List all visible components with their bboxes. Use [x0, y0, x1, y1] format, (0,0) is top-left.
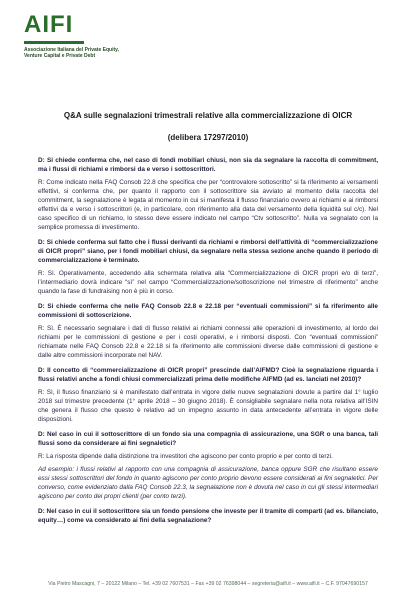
title-subtitle: (delibera 17297/2010) [167, 133, 249, 142]
organization-name-line-2: Venture Capital e Private Debt [24, 53, 96, 60]
qa-item [38, 156, 378, 232]
answer: R: Sì. È necessario segnalare i dati di flusso relativi ai richiami connessi alle operazioni di investimento, al lordo dei richiami per le commissioni di gestione e per i costi operativi, e i rimborsi disposti. Con “eventuali commissioni” richiamate nelle FAQ Consob 22.8 e 22.18 si fa riferimento alle commissioni diverse dalle commissioni di gestione e dalle altre commissioni incorporate nel NAV. [38, 325, 378, 359]
document-title [20, 110, 396, 144]
organization-name [24, 47, 144, 59]
answer: R: La risposta dipende dalla distinzione tra investitori che agiscono per conto proprio e per conto di terzi. [38, 453, 333, 460]
organization-name-line-1: Associazione Italiana del Private Equity, [24, 47, 119, 53]
question: D: Si chiede conferma sul fatto che i flussi derivanti da richiami e rimborsi dell’attività di “commercializzazione di OICR propri” siano, per i fondi mobiliari chiusi, da segnalare nella stessa sezione anche quando il periodo di commercializzazione è terminato. [38, 239, 378, 264]
answer: R: Sì. Operativamente, accedendo alla schermata relativa alla “Commercializzazione di OICR propri e/o di terzi”, l’intermediario dovrà indicare “sì” nel campo “Commercializzazione/sottoscrizione nel trimestre di riferimento” anche quando la fase di fundraising non è più in corso. [38, 270, 378, 295]
qa-item [38, 302, 378, 360]
question: D: Si chiede conferma che nelle FAQ Consob 22.8 e 22.18 per “eventuali commissioni” si fa riferimento alle commissioni di sottoscrizione. [38, 303, 378, 319]
page-footer: Via Pietro Mascagni, 7 – 20122 Milano – Tel. +39 02 7607531 – Fax +39 02 76398044 – segreteria@aifi.it – www.aifi.it – C.F. 97047690157 [48, 581, 368, 587]
title-main: Q&A sulle segnalazioni trimestrali relative alla commercializzazione di OICR [63, 111, 353, 120]
question: D: Nel caso in cui il sottoscrittore di un fondo sia una compagnia di assicurazione, una SGR o una banca, tali flussi sono da considerare ai fini segnaletici? [38, 431, 378, 447]
answer: R: Sì, il flusso finanziario si è manifestato dall’entrata in vigore delle nuove segnalazioni dovute a partire dal 1° luglio 2018 sul trimestre precedente (1° aprile 2018 – 30 giugno 2018). È consigliabile segnalare nella nota relativa all’ISIN che genera il flusso che questo è relativo ad un impegno assunto in data antecedente all’entrata in vigore delle disposizioni. [38, 389, 378, 423]
qa-item [38, 430, 378, 501]
logo-wordmark: AIFI [24, 11, 74, 38]
question: D: Il concetto di “commercializzazione di OICR propri” prescinde dall’AIFMD? Cioè la segnalazione riguarda i flussi relativi anche a fondi chiusi commercializzati prima delle modifiche AIFMD (ad es. lanciati nel 2010)? [38, 367, 378, 383]
qa-item [38, 238, 378, 296]
answer: R: Come indicato nella FAQ Consob 22.8 che specifica che per “controvalore sottoscritto” si fa riferimento ai versamenti effettivi, si conferma che, per quanto il rapporto con il sottoscrittore sia avviato al momento della raccolta del commitment, la segnalazione è legata al momento in cui si manifesta il flusso finanziario ovvero ai richiami e ai rimborsi effettivi da e verso i sottoscrittori (e, in particolare, con riferimento alla data del versamento della liquidità sul c/c). Nel caso specifico di un richiamo, lo stesso deve essere indicato nel campo “Ctv sottoscritto”. Nulla va segnalato con la semplice promessa di investimento. [38, 179, 378, 231]
logo-underline [24, 41, 84, 44]
qa-item [38, 507, 378, 525]
qa-item [38, 366, 378, 424]
question: D: Si chiede conferma che, nel caso di fondi mobiliari chiusi, non sia da segnalare la raccolta di commitment, ma i flussi di richiami e rimborsi da e verso i sottoscrittori. [38, 157, 378, 173]
aifi-logo [24, 12, 144, 59]
question: D: Nel caso in cui il sottoscrittore sia un fondo pensione che investe per il tramite di comparti (ad es. bilanciato, equity…) come va considerato ai fini della segnalazione? [38, 508, 378, 524]
qa-list [38, 156, 378, 531]
answer-example: Ad esempio: i flussi relativi al rapporto con una compagnia di assicurazione, banca oppure SGR che risultano essere essi stessi sottoscrittori del fondo in quanto agiscono per conto proprio devono essere considerati ai fini segnaletici. Per converso, come evidenziato dalla FAQ Consob 22.3, la segnalazione non è dovuta nel caso in cui gli stessi intermediari agiscono per conto dei propri clienti (per conto terzi). [38, 466, 378, 500]
